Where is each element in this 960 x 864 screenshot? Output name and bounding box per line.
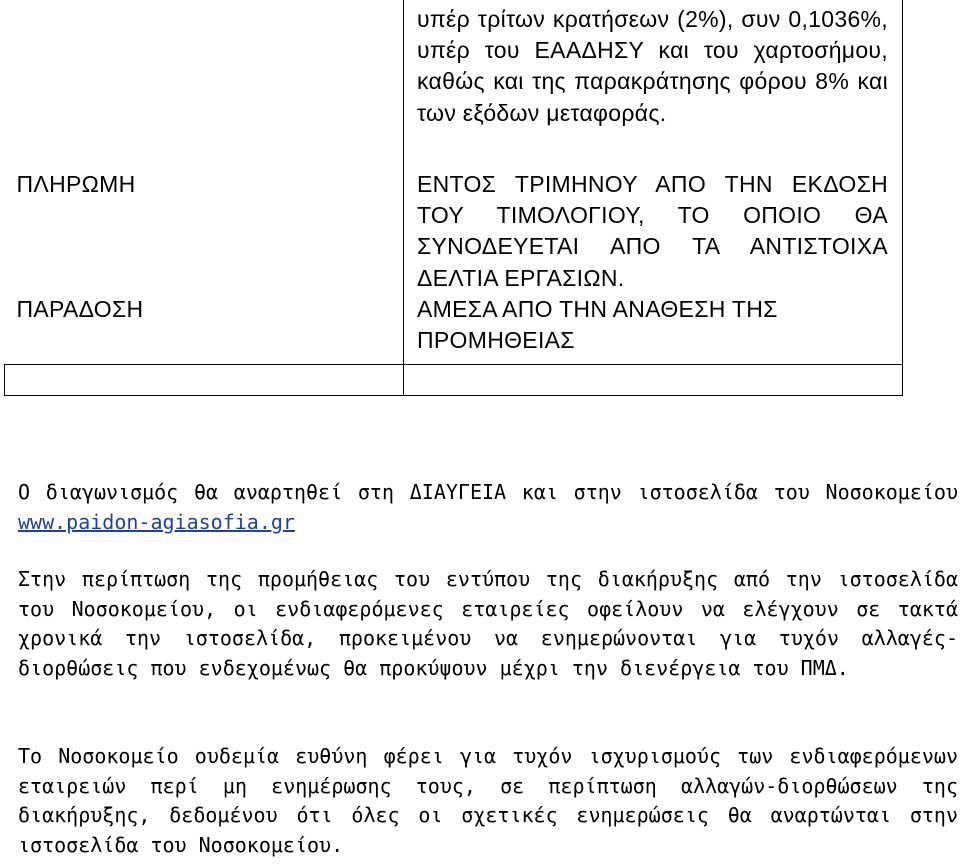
delivery-terms-text: ΑΜΕΣΑ ΑΠΟ ΤΗΝ ΑΝΑΘΕΣΗ ΤΗΣ ΠΡΟΜΗΘΕΙΑΣ xyxy=(417,295,778,354)
table-cell-payment-value xyxy=(404,169,903,294)
hospital-website-link[interactable]: www.paidon-agiasofia.gr xyxy=(18,509,295,534)
table-cell-delivery-value xyxy=(404,294,903,365)
table-row-fee xyxy=(5,0,903,169)
table-cell-delivery-label xyxy=(5,294,404,365)
table-cell-payment-label xyxy=(5,169,404,294)
website-updates-paragraph: Στην περίπτωση της προμήθειας του εντύπου της διακήρυξης από την ιστοσελίδα του Νοσοκομείου, οι ενδιαφερόμενες εταιρείες οφείλουν να ελέγχουν σε τακτά χρονικά την ιστοσελίδα, προκειμένου να ενημερώνονται για τυχόν αλλαγές-διορθώσεις που ενδεχομένως θα προκύψουν μέχρι την διενέργεια του ΠΜΔ. xyxy=(18,567,958,680)
table-cell-empty-right xyxy=(404,364,903,395)
diavgeia-notice-paragraph xyxy=(18,478,958,537)
table-cell-fee-label xyxy=(5,0,404,169)
table-cell-empty-left xyxy=(5,364,404,395)
terms-table xyxy=(4,0,903,396)
delivery-label: ΠΑΡΑΔΟΣΗ xyxy=(16,295,144,322)
diavgeia-notice-text: Ο διαγωνισμός θα αναρτηθεί στη ΔΙΑΥΓΕΙΑ και στην ιστοσελίδα του Νοσοκομείου xyxy=(18,480,958,504)
table-row-empty xyxy=(5,364,903,395)
payment-label: ΠΛΗΡΩΜΗ xyxy=(16,171,136,197)
table-row-delivery xyxy=(5,294,903,365)
fee-terms-text: υπέρ τρίτων κρατήσεων (2%), συν 0,1036%, υπέρ του ΕΑΑΔΗΣΥ και του χαρτοσήμου, καθώς και της παρακράτησης φόρου 8% και των εξόδων μεταφοράς. xyxy=(417,6,888,126)
liability-disclaimer-paragraph: Το Νοσοκομείο ουδεμία ευθύνη φέρει για τυχόν ισχυρισμούς των ενδιαφερόμενων εταιρειών περί μη ενημέρωσης τους, σε περίπτωση αλλαγών-διορθώσεων της διακήρυξης, δεδομένου ότι όλες οι σχετικές ενημερώσεις θα αναρτώνται στην ιστοσελίδα του Νοσοκομείου. xyxy=(18,744,958,857)
table-cell-fee-value xyxy=(404,0,903,169)
table-row-payment xyxy=(5,169,903,294)
payment-terms-text: ΕΝΤΟΣ ΤΡΙΜΗΝΟΥ ΑΠΟ ΤΗΝ ΕΚΔΟΣΗ ΤΟΥ ΤΙΜΟΛΟΓΙΟΥ, ΤΟ ΟΠΟΙΟ ΘΑ ΣΥΝΟΔΕΥΕΤΑΙ ΑΠΟ ΤΑ ΑΝΤΙΣΤΟΙΧΑ ΔΕΛΤΙΑ ΕΡΓΑΣΙΩΝ. xyxy=(417,171,888,291)
